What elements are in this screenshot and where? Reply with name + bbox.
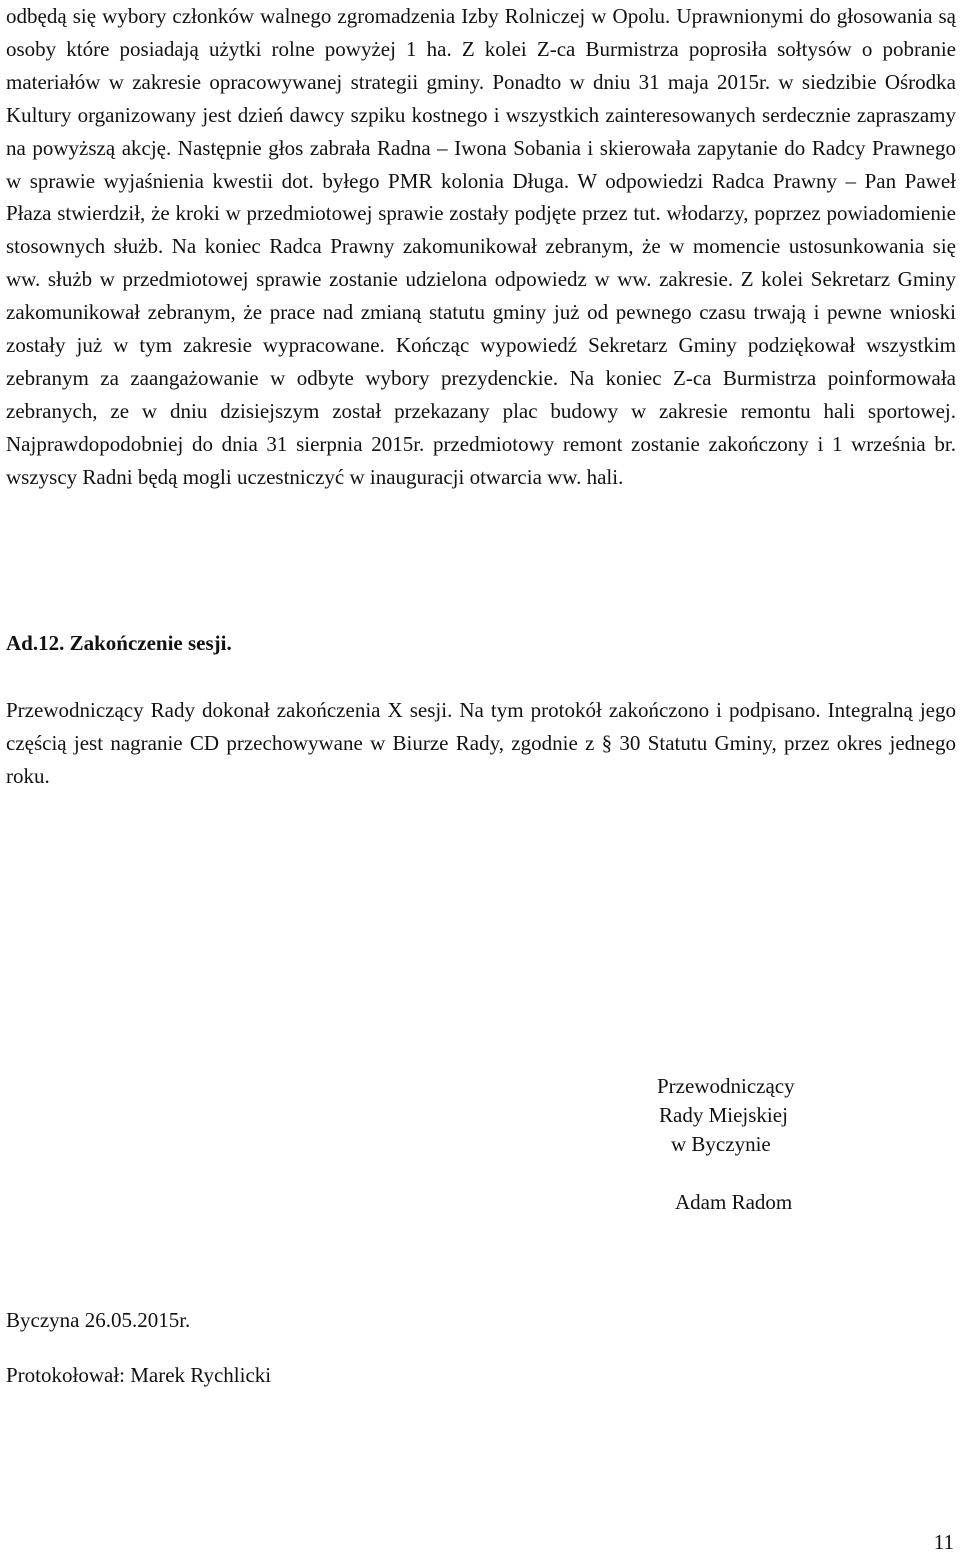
document-date: Byczyna 26.05.2015r. [6,1308,191,1332]
signature-council: Rady Miejskiej [659,1103,788,1127]
section-heading: Ad.12. Zakończenie sesji. [6,631,232,655]
signature-location: w Byczynie [671,1132,771,1156]
protocol-author: Protokołował: Marek Rychlicki [6,1363,272,1387]
closing-paragraph: Przewodniczący Rady dokonał zakończenia X sesji. Na tym protokół zakończono i podpisano. Integralną jego częścią jest nagranie CD przechowywane w Biurze Rady, zgodnie z § 30 Statutu Gminy, przez okres jednego roku. [6,698,956,788]
signature-name: Adam Radom [675,1190,793,1214]
signature-title: Przewodniczący [657,1074,795,1098]
main-paragraph: odbędą się wybory członków walnego zgromadzenia Izby Rolniczej w Opolu. Uprawnionymi do głosowania są osoby które posiadają użytki rolne powyżej 1 ha. Z kolei Z-ca Burmistrza poprosiła sołtysów o pobranie materiałów w zakresie opracowywanej strategii gminy. Ponadto w dniu 31 maja 2015r. w siedzibie Ośrodka Kultury organizowany jest dzień dawcy szpiku kostnego i wszystkich zainteresowanych serdecznie zapraszamy na powyższą akcję. Następnie głos zabrała Radna – Iwona Sobania i skierowała zapytanie do Radcy Prawnego w sprawie wyjaśnienia kwestii dot. byłego PMR kolonia Długa. W odpowiedzi Radca Prawny – Pan Paweł Płaza stwierdził, że kroki w przedmiotowej sprawie zostały podjęte przez tut. włodarzy, poprzez powiadomienie stosownych służb. Na koniec Radca Prawny zakomunikował zebranym, że w momencie ustosunkowania się ww. służb w przedmiotowej sprawie zostanie udzielona odpowiedz w ww. zakresie. Z kolei Sekretarz Gminy zakomunikował zebranym, że prace nad zmianą statutu gminy już od pewnego czasu trwają i pewne wnioski zostały już w tym zakresie wypracowane. Kończąc wypowiedź Sekretarz Gminy podziękował wszystkim zebranym za zaangażowanie w odbyte wybory prezydenckie. Na koniec Z-ca Burmistrza poinformowała zebranych, ze w dniu dzisiejszym został przekazany plac budowy w zakresie remontu hali sportowej. Najprawdopodobniej do dnia 31 sierpnia 2015r. przedmiotowy remont zostanie zakończony i 1 września br. wszyscy Radni będą mogli uczestniczyć w inauguracji otwarcia ww. hali. [6,4,956,489]
page-number: 11 [933,1530,954,1554]
